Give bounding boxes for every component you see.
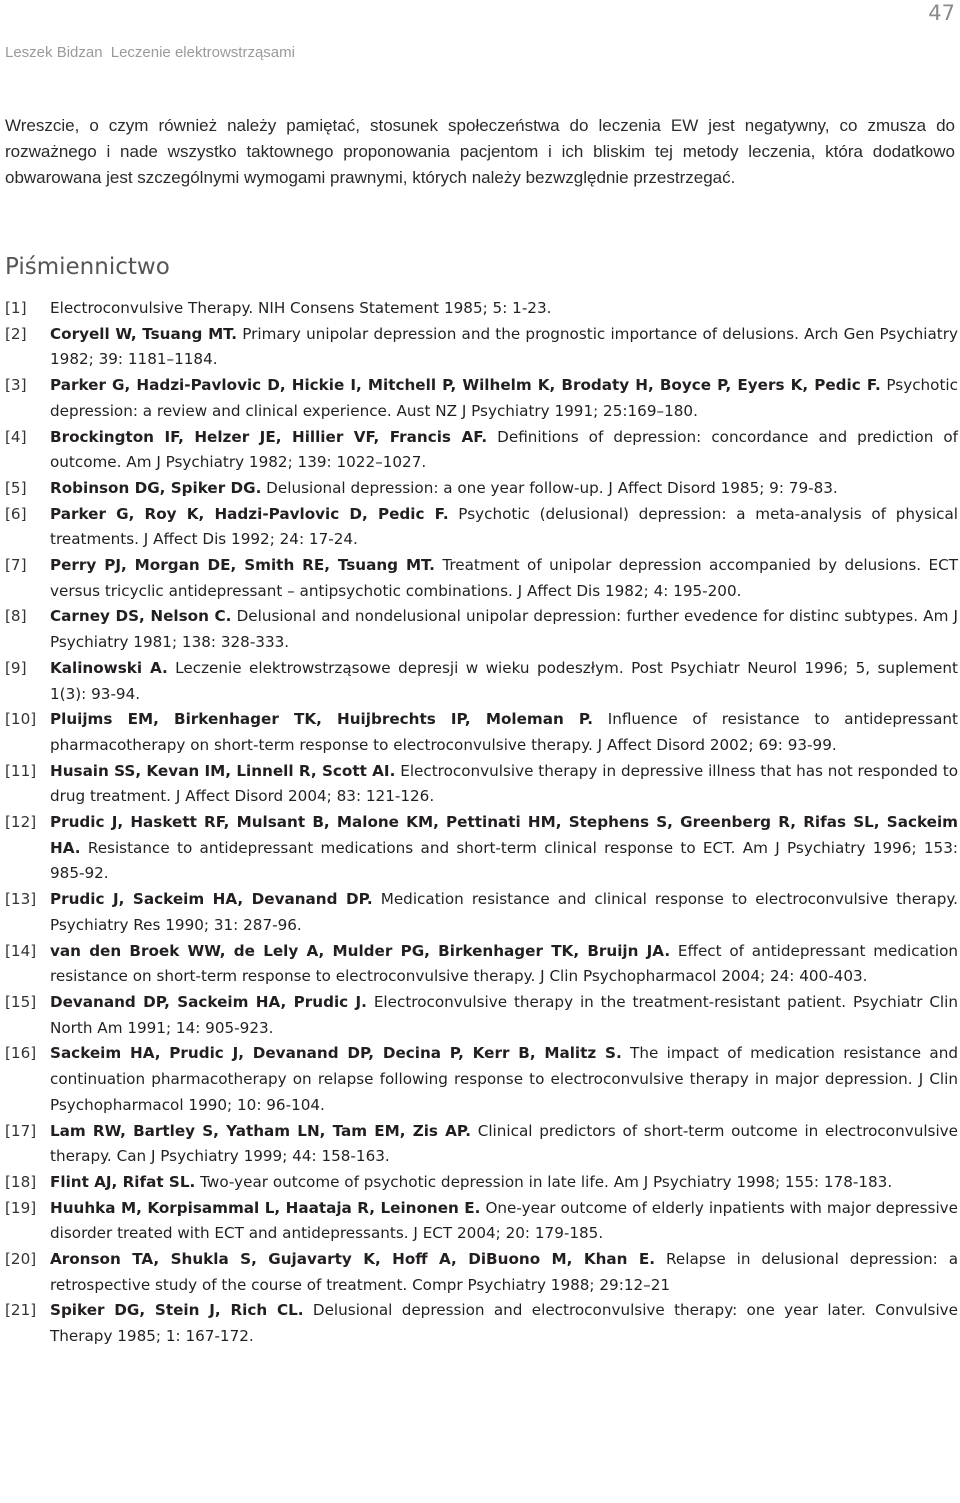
reference-body <box>50 1196 958 1247</box>
reference-item <box>5 759 958 810</box>
reference-number: [14] <box>5 941 37 960</box>
reference-item <box>5 1247 958 1298</box>
reference-authors: Parker G, Roy K, Hadzi-Pavlovic D, Pedic F. <box>50 504 449 523</box>
reference-number: [3] <box>5 376 27 395</box>
reference-authors: Sackeim HA, Prudic J, Devanand DP, Decina P, Kerr B, Malitz S. <box>50 1044 622 1063</box>
reference-item <box>5 656 958 707</box>
reference-number: [11] <box>5 761 37 780</box>
reference-body <box>50 810 958 887</box>
reference-citation: Delusional and nondelusional unipolar depression: further evedence for distinc subtypes. Am J Psychiatry 1981; 138: 328-333. <box>50 607 958 652</box>
reference-item <box>5 1041 958 1118</box>
reference-authors: Carney DS, Nelson C. <box>50 607 232 626</box>
reference-item <box>5 1170 958 1196</box>
reference-citation: Leczenie elektrowstrząsowe depresji w wieku podeszłym. Post Psychiatr Neurol 1996; 5, suplement 1(3): 93-94. <box>50 658 958 703</box>
reference-authors: Parker G, Hadzi-Pavlovic D, Hickie I, Mitchell P, Wilhelm K, Brodaty H, Boyce P, Eyers K, Pedic F. <box>50 376 881 395</box>
reference-authors: Spiker DG, Stein J, Rich CL. <box>50 1301 304 1320</box>
section-title: Piśmiennictwo <box>5 254 170 280</box>
reference-number: [17] <box>5 1121 37 1140</box>
reference-authors: Aronson TA, Shukla S, Gujavarty K, Hoff A, DiBuono M, Khan E. <box>50 1250 656 1269</box>
reference-citation: Psychotic depression: a review and clinical experience. Aust NZ J Psychiatry 1991; 25:169–180. <box>50 376 958 420</box>
reference-item <box>5 322 958 373</box>
reference-item <box>5 604 958 655</box>
reference-authors: Brockington IF, Helzer JE, Hillier VF, Francis AF. <box>50 427 488 446</box>
reference-authors: Flint AJ, Rifat SL. <box>50 1172 196 1191</box>
reference-citation: Two-year outcome of psychotic depression in late life. Am J Psychiatry 1998; 155: 178-183. <box>195 1172 893 1191</box>
reference-item <box>5 425 958 476</box>
reference-citation: Primary unipolar depression and the prognostic importance of delusions. Arch Gen Psychiatry 1982; 39: 1181–1184. <box>50 324 958 369</box>
reference-item <box>5 810 958 887</box>
reference-number: [13] <box>5 890 37 909</box>
reference-authors: Kalinowski A. <box>50 658 168 677</box>
reference-authors: Prudic J, Sackeim HA, Devanand DP. <box>50 890 373 909</box>
reference-number: [2] <box>5 324 27 343</box>
reference-number: [10] <box>5 710 37 729</box>
reference-body <box>50 990 958 1041</box>
reference-body <box>50 1170 958 1196</box>
reference-authors: Huuhka M, Korpisammal L, Haataja R, Leinonen E. <box>50 1198 481 1217</box>
reference-citation: One-year outcome of elderly inpatients with major depressive disorder treated with ECT and antidepressants. J ECT 2004; 20: 179-185. <box>50 1198 958 1243</box>
reference-item <box>5 1196 958 1247</box>
reference-number: [21] <box>5 1301 37 1320</box>
reference-number: [16] <box>5 1044 37 1063</box>
reference-item <box>5 502 958 553</box>
reference-citation: Resistance to antidepressant medications and short-term clinical response to ECT. Am J Psychiatry 1996; 153: 985-92. <box>50 838 958 883</box>
reference-body <box>50 425 958 476</box>
reference-citation: Definitions of depression: concordance and prediction of outcome. Am J Psychiatry 1982; 139: 1022–1027. <box>50 427 958 472</box>
reference-authors: Perry PJ, Morgan DE, Smith RE, Tsuang MT. <box>50 556 435 575</box>
reference-number: [20] <box>5 1250 37 1269</box>
reference-citation: Effect of antidepressant medication resistance on short-term response to electroconvulsive therapy. J Clin Psychopharmacol 2004; 24: 400-403. <box>50 941 958 986</box>
reference-item <box>5 990 958 1041</box>
reference-body <box>50 1298 958 1349</box>
reference-citation: Electroconvulsive therapy in depressive illness that has not responded to drug treatment. J Affect Disord 2004; 83: 121-126. <box>50 761 958 806</box>
reference-body <box>50 476 958 502</box>
intro-paragraph: Wreszcie, o czym również należy pamiętać, stosunek społeczeństwa do leczenia EW jest negatywny, co zmusza do rozważnego i nade wszystko taktownego proponowania pacjentom i ich bliskim tej metody leczenia, która dodatkowo obwarowana jest szczególnymi wymogami prawnymi, których należy bezwzględnie przestrzegać. <box>5 116 955 187</box>
reference-body <box>50 939 958 990</box>
reference-body <box>50 553 958 604</box>
reference-body <box>50 887 958 938</box>
reference-list <box>5 296 958 1350</box>
reference-citation: The impact of medication resistance and continuation pharmacotherapy on relapse following response to electroconvulsive therapy in major depression. J Clin Psychopharmacol 1990; 10: 96-104. <box>50 1044 958 1114</box>
reference-citation: Electroconvulsive therapy in the treatment-resistant patient. Psychiatr Clin North Am 1991; 14: 905-923. <box>50 992 959 1037</box>
reference-body <box>50 502 958 553</box>
reference-body <box>50 656 958 707</box>
reference-body <box>50 1247 958 1298</box>
reference-authors: van den Broek WW, de Lely A, Mulder PG, Birkenhager TK, Bruijn JA. <box>50 941 671 960</box>
reference-item <box>5 296 958 322</box>
reference-citation: Psychotic (delusional) depression: a meta-analysis of physical treatments. J Affect Dis 1992; 24: 17-24. <box>50 504 958 549</box>
reference-item <box>5 476 958 502</box>
reference-authors: Robinson DG, Spiker DG. <box>50 478 262 497</box>
reference-citation: Influence of resistance to antidepressant pharmacotherapy on short-term response to electroconvulsive therapy. J Affect Disord 2002; 69: 93-99. <box>50 710 958 754</box>
reference-body <box>50 322 958 373</box>
reference-citation: Delusional depression: a one year follow-up. J Affect Disord 1985; 9: 79-83. <box>261 478 838 497</box>
reference-citation: Clinical predictors of short-term outcome in electroconvulsive therapy. Can J Psychiatry 1999; 44: 158-163. <box>50 1121 958 1166</box>
reference-authors: Lam RW, Bartley S, Yatham LN, Tam EM, Zis AP. <box>50 1121 472 1140</box>
reference-number: [5] <box>5 478 27 497</box>
reference-number: [8] <box>5 607 27 626</box>
reference-item <box>5 553 958 604</box>
reference-authors: Coryell W, Tsuang MT. <box>50 324 238 343</box>
reference-authors: Pluijms EM, Birkenhager TK, Huijbrechts IP, Moleman P. <box>50 710 594 729</box>
reference-number: [18] <box>5 1172 37 1191</box>
reference-number: [12] <box>5 813 37 832</box>
reference-body <box>50 759 958 810</box>
reference-number: [9] <box>5 658 27 677</box>
reference-item <box>5 707 958 758</box>
reference-number: [19] <box>5 1198 37 1217</box>
reference-authors: Prudic J, Haskett RF, Mulsant B, Malone KM, Pettinati HM, Stephens S, Greenberg R, Rifas SL, Sackeim HA. <box>50 813 958 857</box>
reference-citation: Electroconvulsive Therapy. NIH Consens Statement 1985; 5: 1-23. <box>50 299 552 317</box>
reference-item <box>5 373 958 424</box>
reference-body <box>50 373 958 424</box>
reference-number: [15] <box>5 992 37 1011</box>
reference-number: [1] <box>5 299 27 317</box>
header-title: Leczenie elektrowstrząsami <box>110 44 295 61</box>
reference-number: [4] <box>5 427 27 446</box>
reference-authors: Devanand DP, Sackeim HA, Prudic J. <box>50 992 367 1011</box>
page-number: 47 <box>928 1 955 25</box>
reference-item <box>5 1119 958 1170</box>
reference-authors: Husain SS, Kevan IM, Linnell R, Scott AI. <box>50 761 396 780</box>
reference-citation: Treatment of unipolar depression accompanied by delusions. ECT versus tricyclic antidepressant – antipsychotic combinations. J Affect Dis 1982; 4: 195-200. <box>50 556 958 600</box>
reference-body <box>50 604 958 655</box>
reference-number: [7] <box>5 556 27 575</box>
reference-citation: Relapse in delusional depression: a retrospective study of the course of treatment. Compr Psychiatry 1988; 29:12–21 <box>50 1250 959 1294</box>
reference-item <box>5 1298 958 1349</box>
header-author: Leszek Bidzan <box>5 44 103 61</box>
reference-number: [6] <box>5 504 27 523</box>
reference-citation: Medication resistance and clinical response to electroconvulsive therapy. Psychiatry Res 1990; 31: 287-96. <box>50 890 958 934</box>
reference-citation: Delusional depression and electroconvulsive therapy: one year later. Convulsive Therapy 1985; 1: 167-172. <box>50 1301 958 1346</box>
reference-body <box>50 707 958 758</box>
reference-item <box>5 939 958 990</box>
reference-item <box>5 887 958 938</box>
reference-body <box>50 296 958 322</box>
reference-body <box>50 1041 958 1118</box>
running-header <box>5 44 295 61</box>
reference-body <box>50 1119 958 1170</box>
